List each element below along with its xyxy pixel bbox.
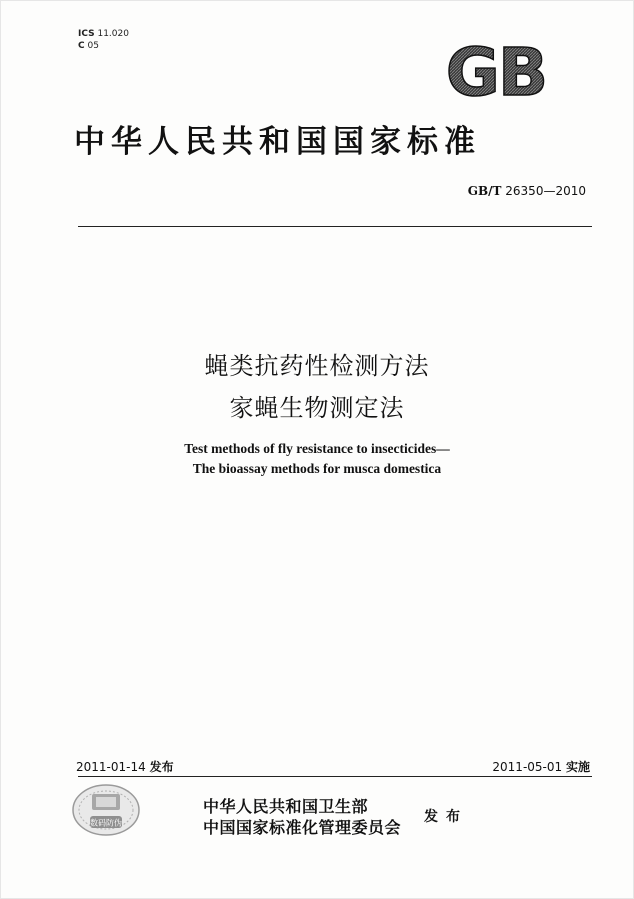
top-divider <box>78 226 592 227</box>
bottom-divider <box>78 776 592 777</box>
standard-number-prefix: GB/T <box>467 184 502 198</box>
class-code: 05 <box>87 41 99 51</box>
issue-date-value: 2011-01-14 <box>76 760 146 774</box>
issue-date-verb: 发布 <box>149 760 174 774</box>
ics-line <box>78 28 129 40</box>
seal-text: 数码防伪 <box>90 818 122 828</box>
implement-date-verb: 实施 <box>565 760 590 774</box>
issuer-standardization-administration: 中国国家标准化管理委员会 <box>203 818 402 837</box>
issuer-ministry-of-health: 中华人民共和国卫生部 <box>203 797 369 816</box>
gb-logo <box>434 40 558 102</box>
class-label: C <box>78 41 85 51</box>
gb-logo-text: GB <box>445 40 547 102</box>
standard-number-code: 26350—2010 <box>505 184 586 198</box>
title-en-line1: Test methods of fly resistance to insecticides— <box>184 441 450 456</box>
standard-type-title: 中华人民共和国国家标准 <box>74 124 481 160</box>
title-zh-line1: 蝇类抗药性检测方法 <box>204 352 430 380</box>
ics-label: ICS <box>78 29 95 39</box>
standard-number <box>468 184 586 198</box>
implement-date-value: 2011-05-01 <box>492 760 563 774</box>
ics-classification <box>78 28 129 52</box>
title-zh-line2: 家蝇生物测定法 <box>229 394 405 422</box>
issue-date <box>76 758 174 775</box>
issuing-organizations <box>203 796 401 838</box>
ics-code: 11.020 <box>97 29 129 39</box>
publish-label: 发布 <box>424 809 468 825</box>
implement-date <box>492 758 590 775</box>
class-line <box>78 40 129 52</box>
title-en-line2: The bioassay methods for musca domestica <box>192 461 442 476</box>
anti-counterfeit-seal <box>70 782 142 838</box>
